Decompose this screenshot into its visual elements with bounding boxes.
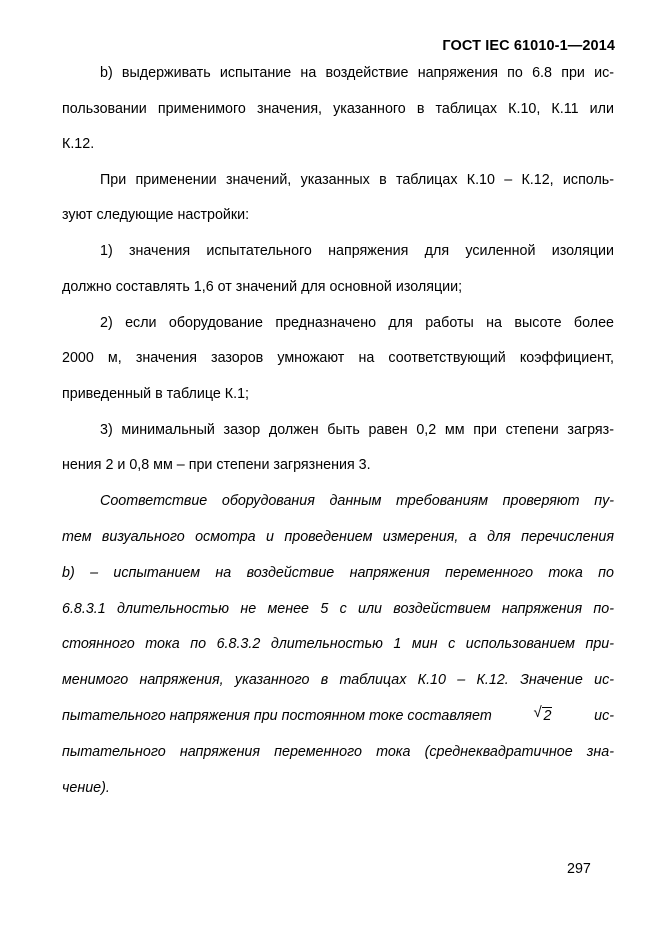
text-line: 1) значения испытательного напряжения для усиленной изоляции [100, 243, 614, 259]
italic-text-line: менимого напряжения, указанного в таблицах К.10 – К.12. Значение ис- [62, 672, 614, 688]
text-fragment: пытательного напряжения при постоянном токе составляет [62, 708, 492, 724]
text-fragment: ис- [594, 708, 614, 724]
italic-text-line: b) – испытанием на воздействие напряжения переменного тока по [62, 565, 614, 581]
text-line: зуют следующие настройки: [62, 207, 250, 223]
italic-text-line-with-formula [62, 704, 614, 725]
square-root-formula [533, 704, 552, 725]
text-line: нения 2 и 0,8 мм – при степени загрязнения 3. [62, 457, 371, 473]
text-line: 2) если оборудование предназначено для работы на высоте более [100, 315, 614, 331]
text-line: b) выдерживать испытание на воздействие напряжения по 6.8 при ис- [100, 65, 614, 81]
text-line: пользовании применимого значения, указанного в таблицах К.10, К.11 или [62, 101, 614, 117]
text-line: должно составлять 1,6 от значений для основной изоляции; [62, 279, 463, 295]
text-line: приведенный в таблице К.1; [62, 386, 250, 402]
italic-text-line: стоянного тока по 6.8.3.2 длительностью 1 мин с использованием при- [62, 636, 614, 652]
radicand: 2 [543, 708, 552, 724]
text-line: К.12. [62, 136, 95, 152]
radical-sign: √ [533, 704, 542, 721]
italic-text-line: пытательного напряжения переменного тока (среднеквадратичное зна- [62, 744, 614, 760]
italic-text-line: 6.8.3.1 длительностью не менее 5 с или воздействием напряжения по- [62, 601, 614, 617]
italic-text-line: тем визуального осмотра и проведением измерения, а для перечисления [62, 529, 614, 545]
document-header: ГОСТ IEC 61010-1—2014 [442, 38, 615, 54]
italic-text-line: Соответствие оборудования данным требованиям проверяют пу- [100, 493, 614, 509]
text-line: 2000 м, значения зазоров умножают на соответствующий коэффициент, [62, 350, 614, 366]
page-number: 297 [567, 861, 591, 877]
italic-text-line: чение). [62, 780, 110, 796]
text-line: 3) минимальный зазор должен быть равен 0,2 мм при степени загряз- [100, 422, 614, 438]
text-line: При применении значений, указанных в таблицах К.10 – К.12, исполь- [100, 172, 614, 188]
